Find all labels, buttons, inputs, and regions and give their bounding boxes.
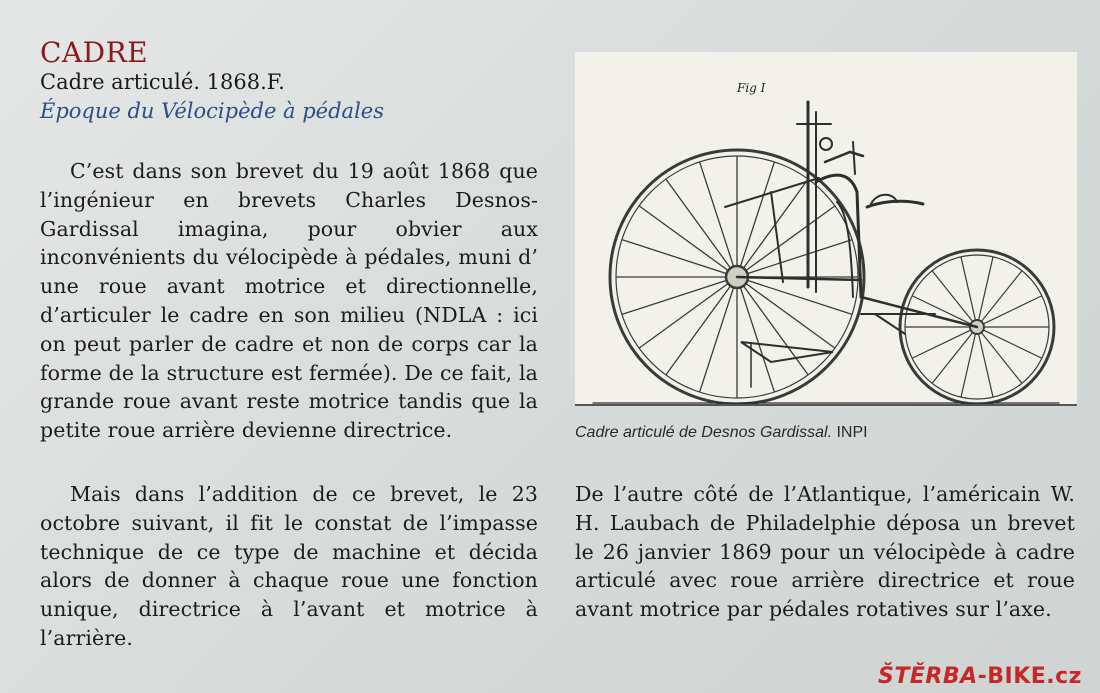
velocipede-patent-drawing xyxy=(575,52,1077,404)
epoch-subtitle: Époque du Vélocipède à pédales xyxy=(40,99,384,123)
paragraph-3: De l’autre côté de l’Atlantique, l’américain W. H. Laubach de Philadelphie déposa un brevet le 26 janvier 1869 pour un vélocipède à cadre articulé avec roue arrière directrice et roue avant motrice par pédales rotatives sur l’axe. xyxy=(575,482,1075,622)
caption-title: Cadre articulé de Desnos Gardissal. xyxy=(575,424,833,441)
figure-caption xyxy=(575,424,868,442)
article-subtitle: Cadre articulé. 1868.F. xyxy=(40,70,285,94)
paragraph-1: C’est dans son brevet du 19 août 1868 que l’ingénieur en brevets Charles Desnos-Gardissal imagina, pour obvier aux inconvénients du vélocipède à pédales, muni d’ une roue avant motrice et directionnelle, d’articuler le cadre en son milieu (NDLA : ici on peut parler de cadre et non de corps car la forme de la structure est fermée). De ce fait, la grande roue avant reste motrice tandis que la petite roue arrière devienne directrice. xyxy=(40,159,538,443)
watermark-brand: ŠTĚRBA xyxy=(878,664,978,689)
section-title: CADRE xyxy=(40,36,149,69)
site-watermark xyxy=(878,664,1082,689)
caption-source: INPI xyxy=(832,424,868,441)
figure-divider xyxy=(575,404,1077,406)
watermark-suffix: -BIKE.cz xyxy=(977,664,1082,689)
figure-label: Fig I xyxy=(737,81,766,95)
paragraph-2: Mais dans l’addition de ce brevet, le 23 octobre suivant, il fit le constat de l’impasse technique de ce type de machine et décida alors de donner à chaque roue une fonction unique, directrice à l’avant et motrice à l’arrière. xyxy=(40,482,538,650)
